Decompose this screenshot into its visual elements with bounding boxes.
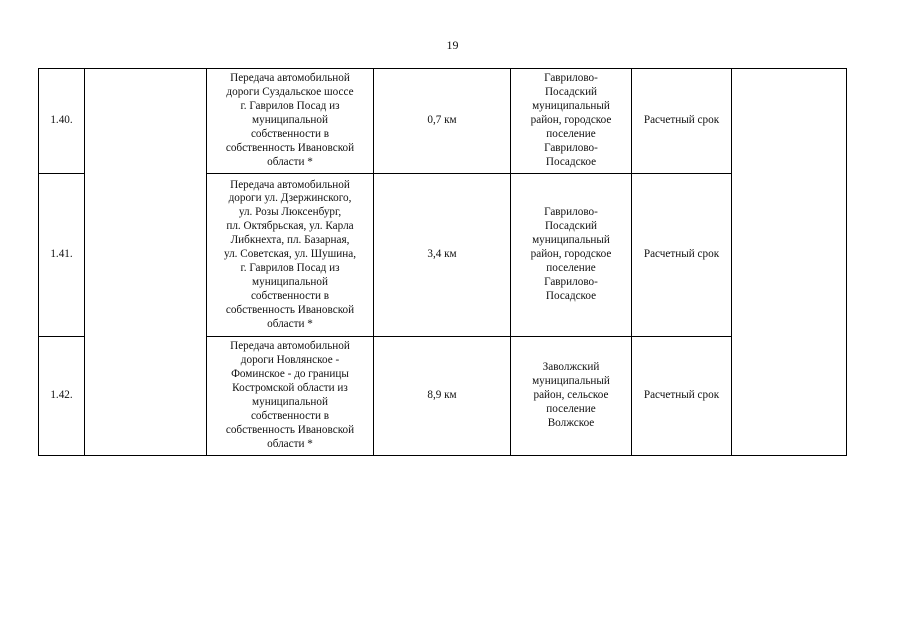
length-cell: 3,4 км: [374, 174, 511, 337]
length-cell: 0,7 км: [374, 69, 511, 174]
measures-table: [38, 68, 847, 456]
location-cell: Гаврилово- Посадский муниципальный район, городское поселение Гаврилово- Посадское: [511, 174, 632, 337]
table-row: [39, 69, 847, 174]
term-cell: Расчетный срок: [632, 69, 732, 174]
location-cell: Гаврилово- Посадский муниципальный район, городское поселение Гаврилово- Посадское: [511, 69, 632, 174]
term-cell: Расчетный срок: [632, 337, 732, 456]
empty-merged-cell: [732, 69, 847, 456]
empty-merged-cell: [85, 69, 207, 456]
row-number-cell: 1.40.: [39, 69, 85, 174]
row-number-cell: 1.42.: [39, 337, 85, 456]
page-number: 19: [446, 38, 459, 52]
length-cell: 8,9 км: [374, 337, 511, 456]
measure-name-cell: Передача автомобильной дороги ул. Дзержинского, ул. Розы Люксенбург, пл. Октябрьская, ул. Карла Либкнехта, пл. Базарная, ул. Советская, ул. Шушина, г. Гаврилов Посад из муниципальной собственности в собственность Ивановской области *: [207, 174, 374, 337]
location-cell: Заволжский муниципальный район, сельское поселение Волжское: [511, 337, 632, 456]
measure-name-cell: Передача автомобильной дороги Новлянское - Фоминское - до границы Костромской области из муниципальной собственности в собственность Ивановской области *: [207, 337, 374, 456]
measure-name-cell: Передача автомобильной дороги Суздальское шоссе г. Гаврилов Посад из муниципальной собственности в собственность Ивановской области *: [207, 69, 374, 174]
term-cell: Расчетный срок: [632, 174, 732, 337]
row-number-cell: 1.41.: [39, 174, 85, 337]
